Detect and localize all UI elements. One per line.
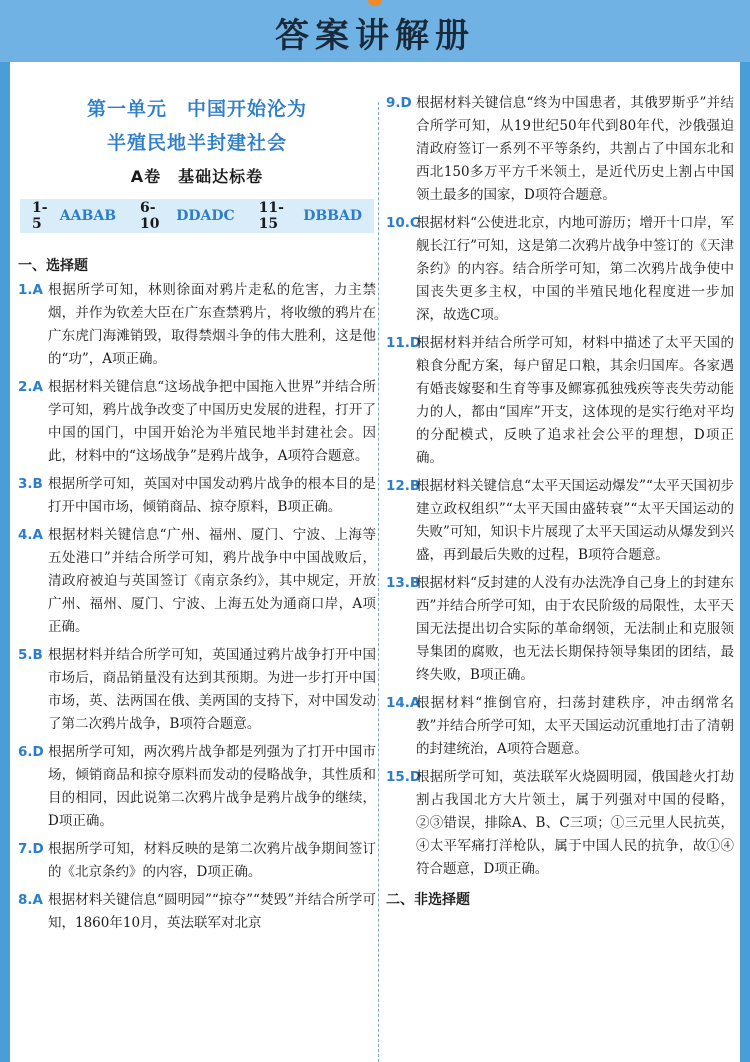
- answer-key-range: 6-10: [140, 200, 160, 232]
- answer-explanation: 根据材料关键信息“广州、福州、厦门、宁波、上海等五处港口”并结合所学可知，鸦片战争中中国战败后，清政府被迫与英国签订《南京条约》，其中规定，开放广州、福州、厦门、宁波、上海五处为通商口岸，A项正确。: [48, 527, 376, 635]
- answer-item: [386, 92, 734, 207]
- answer-key-answers: DBBAD: [303, 208, 363, 224]
- page-title: 答案讲解册: [275, 16, 475, 56]
- answer-number: 6.D: [18, 744, 44, 760]
- answer-item: [386, 212, 734, 327]
- section-heading: 一、选择题: [18, 258, 88, 274]
- answer-number: 13.B: [386, 575, 421, 591]
- answer-item: [18, 279, 376, 371]
- answer-item: [18, 376, 376, 468]
- right-column: [386, 62, 734, 909]
- answer-explanation: 根据所学可知，林则徐面对鸦片走私的危害，力主禁烟，并作为钦差大臣在广东查禁鸦片，将收缴的鸦片在广东虎门海滩销毁，取得禁烟斗争的伟大胜利，这是他的“功”，A项正确。: [48, 282, 376, 367]
- answer-item: [18, 741, 376, 833]
- answer-number: 4.A: [18, 527, 43, 543]
- header-bar: [0, 0, 750, 62]
- answer-number: 5.B: [18, 647, 43, 663]
- answer-number: 7.D: [18, 841, 44, 857]
- answer-number: 10.C: [386, 215, 420, 231]
- column-divider: [378, 102, 379, 1062]
- section-heading: 二、非选择题: [386, 892, 470, 908]
- unit-title-line1: 第一单元 中国开始沦为: [86, 98, 307, 120]
- answer-key-answers: AABAB: [59, 208, 117, 224]
- answer-item: [386, 692, 734, 761]
- answer-explanation: 根据材料关键信息“太平天国运动爆发”“太平天国初步建立政权组织”“太平天国由盛转衰”“太平天国运动的失败”可知，知识卡片展现了太平天国运动从爆发到兴盛，再到最后失败的过程，B项符合题意。: [416, 478, 734, 563]
- answer-number: 8.A: [18, 892, 43, 908]
- answer-item: [18, 889, 376, 935]
- answer-item: [386, 475, 734, 567]
- answer-item: [386, 332, 734, 470]
- left-column: [18, 62, 376, 940]
- answer-number: 14.A: [386, 695, 421, 711]
- answer-explanation: 根据材料关键信息“圆明园”“掠夺”“焚毁”并结合所学可知，1860年10月，英法联军对北京: [48, 892, 376, 931]
- answer-explanation: 根据所学可知，材料反映的是第二次鸦片战争期间签订的《北京条约》的内容，D项正确。: [48, 841, 376, 880]
- answer-item: [18, 473, 376, 519]
- answer-key-answers: DDADC: [176, 208, 235, 224]
- answer-number: 12.B: [386, 478, 421, 494]
- answer-item: [386, 572, 734, 687]
- answer-explanation: 根据材料并结合所学可知，英国通过鸦片战争打开中国市场后，商品销量没有达到其预期。为进一步打开中国市场，英、法两国在俄、美两国的支持下，对中国发动了第二次鸦片战争，B项符合题意。: [48, 647, 376, 732]
- answer-explanation: 根据材料“公使进北京，内地可游历；增开十口岸，军舰长江行”可知，这是第二次鸦片战争中签订的《天津条约》的内容。结合所学可知，第二次鸦片战争使中国丧失更多主权，中国的半殖民地化程度进一步加深，故选C项。: [416, 215, 734, 323]
- answer-key-range: 11-15: [258, 200, 284, 232]
- answer-item: [18, 644, 376, 736]
- answer-key-box: [20, 199, 374, 233]
- answer-explanation: 根据所学可知，英国对中国发动鸦片战争的根本目的是打开中国市场，倾销商品、掠夺原料，B项正确。: [48, 476, 376, 515]
- answer-number: 9.D: [386, 95, 412, 111]
- answer-explanation: 根据材料并结合所学可知，材料中描述了太平天国的粮食分配方案，每户留足口粮，其余归国库。各家遇有婚丧嫁娶和生育等事及鳏寡孤独残疾等丧失劳动能力的人，都由“国库”开支，这体现的是实行绝对平均的分配模式，反映了追求社会公平的理想，D项正确。: [416, 335, 734, 466]
- answer-item: [18, 838, 376, 884]
- answer-explanation: 根据材料关键信息“终为中国患者，其俄罗斯乎”并结合所学可知，从19世纪50年代到80年代，沙俄强迫清政府签订一系列不平等条约，共割占了中国东北和西北150多万平方千米领土，是近代历史上割占中国领土最多的国家，D项符合题意。: [416, 95, 734, 203]
- answer-explanation: 根据材料“反封建的人没有办法洗净自己身上的封建东西”并结合所学可知，由于农民阶级的局限性，太平天国无法提出切合实际的革命纲领，无法制止和克服领导集团的腐败，也无法长期保持领导集团的团结，最终失败，B项正确。: [416, 575, 734, 683]
- answer-explanation: 根据所学可知，英法联军火烧圆明园，俄国趁火打劫割占我国北方大片领土，属于列强对中国的侵略，②③错误，排除A、B、C三项；①三元里人民抗英，④太平军痛打洋枪队，属于中国人民的抗争，故①④符合题意，D项正确。: [416, 769, 734, 877]
- answer-explanation: 根据材料“推倒官府，扫荡封建秩序，冲击纲常名教”并结合所学可知，太平天国运动沉重地打击了清朝的封建统治，A项符合题意。: [416, 695, 734, 757]
- answer-explanation: 根据所学可知，两次鸦片战争都是列强为了打开中国市场，倾销商品和掠夺原料而发动的侵略战争，其性质和目的相同，因此说第二次鸦片战争是鸦片战争的继续，D项正确。: [48, 744, 376, 829]
- answer-page: [10, 62, 740, 1062]
- answer-number: 3.B: [18, 476, 43, 492]
- answer-number: 2.A: [18, 379, 43, 395]
- answer-number: 11.D: [386, 335, 422, 351]
- paper-title: A卷 基础达标卷: [130, 167, 264, 186]
- answer-item: [18, 524, 376, 639]
- answer-number: 1.A: [18, 282, 43, 298]
- unit-title-line2: 半殖民地半封建社会: [106, 132, 287, 154]
- answer-explanation: 根据材料关键信息“这场战争把中国拖入世界”并结合所学可知，鸦片战争改变了中国历史发展的进程，打开了中国的国门，中国开始沦为半殖民地半封建社会。因此，材料中的“这场战争”是鸦片战争，A项符合题意。: [48, 379, 376, 464]
- answer-number: 15.D: [386, 769, 422, 785]
- orange-dot-decoration: [368, 0, 382, 6]
- answer-key-range: 1-5: [32, 200, 48, 232]
- answer-item: [386, 766, 734, 881]
